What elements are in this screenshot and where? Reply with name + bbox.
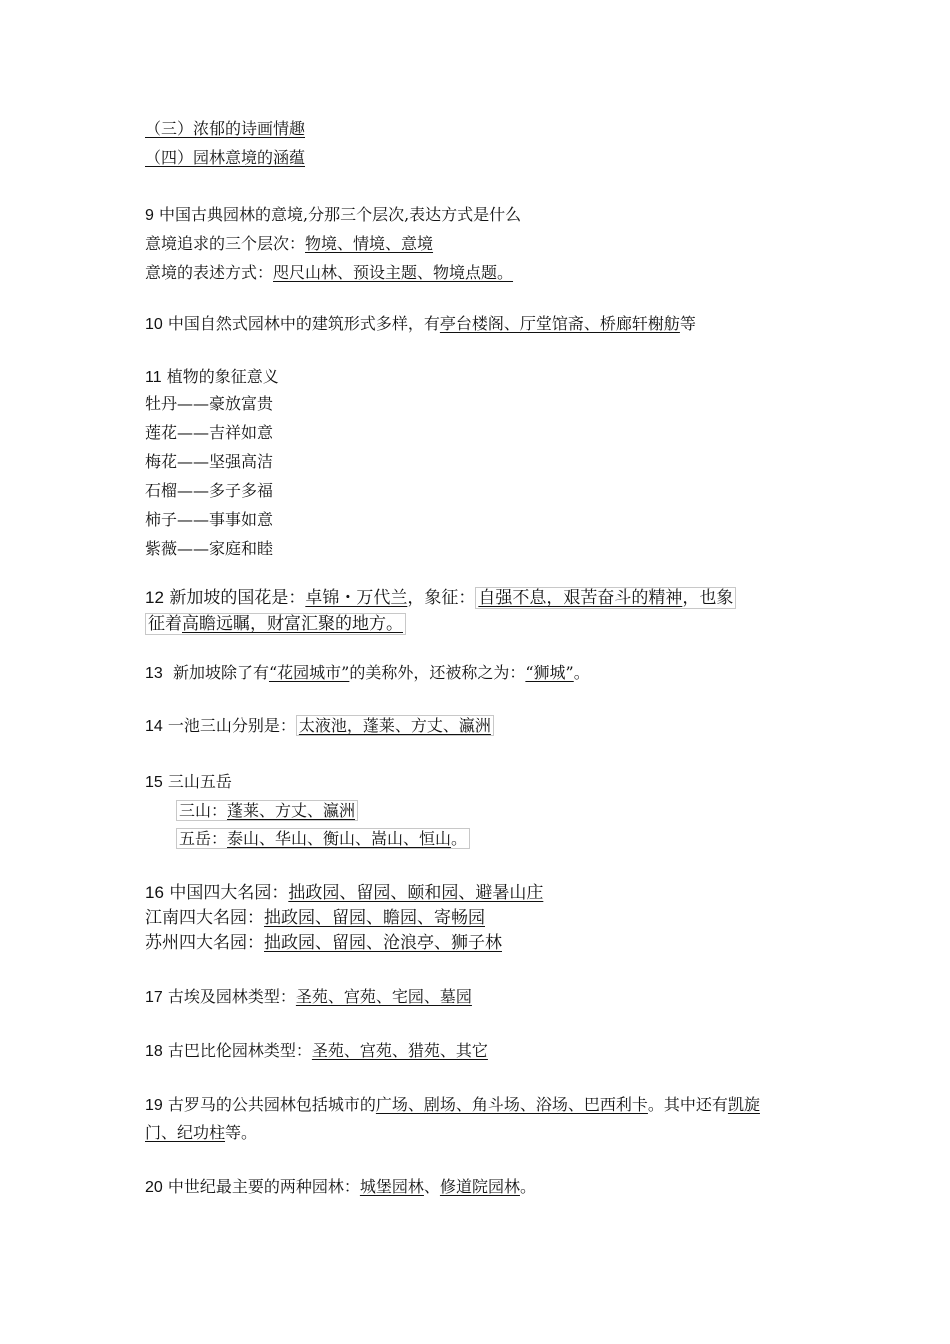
q9-line1: 意境追求的三个层次：物境、情境、意境 [145,234,434,253]
q14-line: 14 一池三山分别是： 太液池，蓬莱、方丈、瀛洲 [145,715,494,738]
section-heading-3: （三）浓郁的诗画情趣 [145,119,306,138]
q11-item: 石榴——多子多福 [145,481,274,500]
q16-line2: 江南四大名园：拙政园、留园、瞻园、寄畅园 [145,908,485,928]
q12-answer2b-box: 征着高瞻远瞩，财富汇聚的地方。 [145,613,406,635]
q17-line: 17 古埃及园林类型：圣苑、宫苑、宅园、墓园 [145,987,472,1006]
q11-item: 莲花——吉祥如意 [145,423,274,442]
q9-answer2: 咫尺山林、预设主题、物境点题。 [273,263,514,282]
q20-answer2: 修道院园林 [439,1177,520,1196]
q13-answer1: “花园城市” [268,663,350,682]
q9-answer1: 物境、情境、意境 [305,234,434,253]
q15-line2: 五岳：泰山、华山、衡山、嵩山、恒山。 [176,828,470,850]
q9-question: 9 中国古典园林的意境,分那三个层次,表达方式是什么 [145,205,522,224]
q12-answer1: 卓锦・万代兰 [305,588,408,608]
q16-answer2: 拙政园、留园、瞻园、寄畅园 [264,908,485,928]
q10-line: 10 中国自然式园林中的建筑形式多样，有亭台楼阁、厅堂馆斋、桥廊轩榭舫等 [145,314,696,333]
q11-title: 11 植物的象征意义 [145,367,279,386]
q15-line1: 三山：蓬莱、方丈、瀛洲 [176,800,358,822]
q12-answer2-box: 自强不息，艰苦奋斗的精神，也象 [475,587,736,609]
q18-answer: 圣苑、宫苑、猎苑、其它 [311,1041,488,1060]
q15-title: 15 三山五岳 [145,772,232,791]
q16-line1: 16 中国四大名园：拙政园、留园、颐和园、避暑山庄 [145,883,544,903]
q11-item: 紫薇——家庭和睦 [145,539,274,558]
q20-line: 20 中世纪最主要的两种园林：城堡园林、修道院园林。 [145,1177,536,1196]
q14-answer: 太液池，蓬莱、方丈、瀛洲 [296,715,494,736]
section-heading-4: （四）园林意境的涵蕴 [145,148,306,167]
q11-item: 柿子——事事如意 [145,510,274,529]
q15-answer2: 泰山、华山、衡山、嵩山、恒山 [227,829,452,848]
q13-line: 13 新加坡除了有“花园城市”的美称外，还被称之为：“狮城”。 [145,663,590,682]
q9-line2: 意境的表述方式：咫尺山林、预设主题、物境点题。 [145,263,514,282]
q12-line1: 12 新加坡的国花是：卓锦・万代兰，象征： 自强不息，艰苦奋斗的精神，也象 [145,587,736,609]
q15-answer1: 蓬莱、方丈、瀛洲 [227,801,356,820]
q19-answer2a: 凯旋 [727,1095,760,1114]
q19-line1: 19 古罗马的公共园林包括城市的广场、剧场、角斗场、浴场、巴西利卡。其中还有凯旋 [145,1095,760,1114]
q10-answer: 亭台楼阁、厅堂馆斋、桥廊轩榭舫 [439,314,680,333]
q11-item: 牡丹——豪放富贵 [145,394,274,413]
q17-answer: 圣苑、宫苑、宅园、墓园 [295,987,472,1006]
q19-answer2b: 门、纪功柱 [145,1123,226,1142]
q16-answer3: 拙政园、留园、沧浪亭、狮子林 [264,933,502,953]
q12-line2 [145,613,406,635]
q11-item: 梅花——坚强高洁 [145,452,274,471]
q13-answer2: “狮城” [525,663,574,682]
q19-answer1: 广场、剧场、角斗场、浴场、巴西利卡 [375,1095,648,1114]
q19-line2: 门、纪功柱等。 [145,1123,258,1142]
q18-line: 18 古巴比伦园林类型：圣苑、宫苑、猎苑、其它 [145,1041,488,1060]
q20-answer1: 城堡园林 [359,1177,424,1196]
q16-line3: 苏州四大名园：拙政园、留园、沧浪亭、狮子林 [145,933,502,953]
q16-answer1: 拙政园、留园、颐和园、避暑山庄 [288,883,544,903]
